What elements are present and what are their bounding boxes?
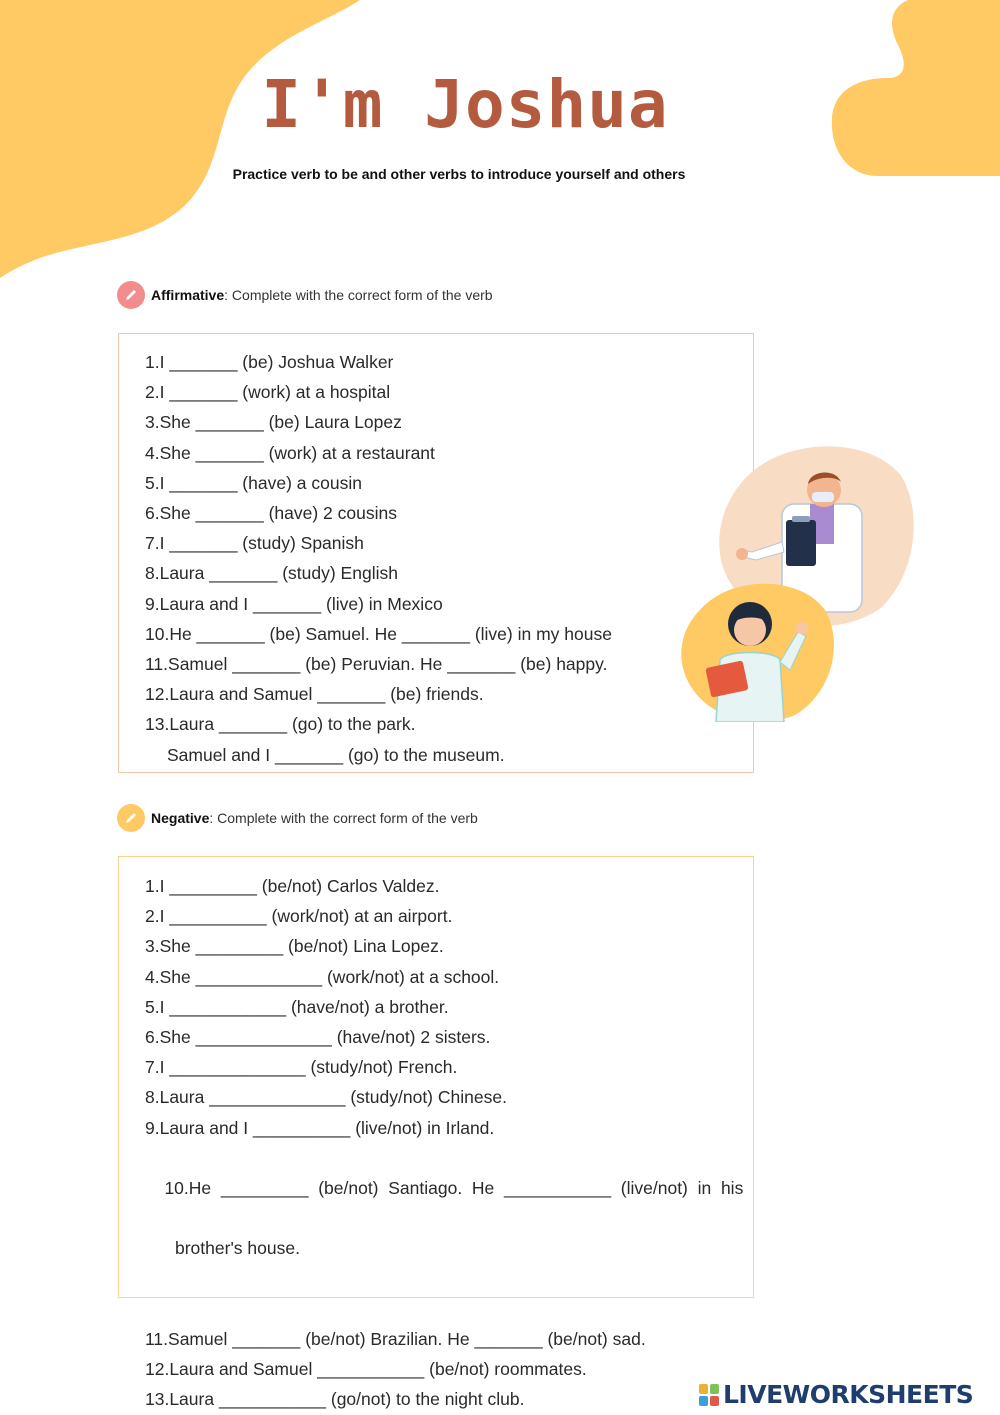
negative-list	[145, 871, 743, 1415]
list-item[interactable]: 12.Laura and Samuel _______ (be) friends.	[145, 684, 484, 705]
list-item[interactable]: 4.She _______ (work) at a restaurant	[145, 442, 435, 463]
list-item[interactable]: 5.I ____________ (have/not) a brother.	[145, 996, 449, 1017]
list-item-line: 10.He _________ (be/not) Santiago. He ___________ (live/not) in his	[164, 1178, 744, 1199]
page-subtitle: Practice verb to be and other verbs to introduce yourself and others	[232, 166, 686, 182]
list-item[interactable]: 1.I _________ (be/not) Carlos Valdez.	[145, 876, 440, 896]
list-item[interactable]: 2.I __________ (work/not) at an airport.	[145, 906, 453, 927]
list-item[interactable]: 3.She _______ (be) Laura Lopez	[145, 412, 402, 433]
affirmative-list	[145, 347, 612, 770]
list-item[interactable]: 4.She _____________ (work/not) at a school.	[145, 966, 500, 987]
list-item[interactable]: 7.I ______________ (study/not) French.	[145, 1057, 458, 1078]
logo-text: LIVEWORKSHEETS	[723, 1380, 974, 1409]
negative-heading	[117, 804, 478, 832]
pencil-icon	[117, 804, 145, 832]
list-item[interactable]: 7.I _______ (study) Spanish	[145, 533, 364, 554]
teacher-illustration	[680, 580, 836, 722]
list-item[interactable]: 13.Laura ___________ (go/not) to the night club.	[145, 1389, 525, 1410]
list-item[interactable]: 6.She _______ (have) 2 cousins	[145, 503, 397, 524]
list-item[interactable]: Samuel and I _______ (go) to the museum.	[167, 744, 505, 765]
list-item[interactable]: 5.I _______ (have) a cousin	[145, 472, 362, 493]
affirmative-label: Affirmative	[151, 287, 225, 303]
affirmative-instruction: : Complete with the correct form of the verb	[224, 287, 493, 303]
list-item[interactable]: 2.I _______ (work) at a hospital	[145, 382, 391, 403]
list-item[interactable]: 3.She _________ (be/not) Lina Lopez.	[145, 936, 444, 957]
list-item[interactable]: 1.I _______ (be) Joshua Walker	[145, 352, 394, 372]
list-item-line: brother's house.	[175, 1238, 300, 1259]
list-item[interactable]: 9.Laura and I _______ (live) in Mexico	[145, 593, 443, 614]
negative-label: Negative	[151, 810, 210, 826]
list-item[interactable]: 9.Laura and I __________ (live/not) in Irland.	[145, 1117, 495, 1138]
list-item[interactable]: 13.Laura _______ (go) to the park.	[145, 714, 416, 735]
liveworksheets-logo	[698, 1380, 973, 1409]
list-item[interactable]: 8.Laura ______________ (study/not) Chinese.	[145, 1087, 507, 1108]
list-item[interactable]: 12.Laura and Samuel ___________ (be/not) roommates.	[145, 1359, 587, 1380]
list-item[interactable]: 11.Samuel _______ (be/not) Brazilian. He _______ (be/not) sad.	[145, 1329, 646, 1350]
logo-mark-icon	[698, 1383, 720, 1407]
affirmative-heading	[117, 281, 493, 309]
list-item[interactable]: 11.Samuel _______ (be) Peruvian. He _______ (be) happy.	[145, 654, 608, 675]
list-item[interactable]: 10.He _______ (be) Samuel. He _______ (live) in my house	[145, 623, 612, 644]
list-item[interactable]: 8.Laura _______ (study) English	[145, 563, 398, 584]
page-title: I'm Joshua	[261, 66, 669, 143]
top-left-blob	[0, 0, 380, 290]
negative-instruction: : Complete with the correct form of the verb	[209, 810, 478, 826]
list-item[interactable]	[145, 1143, 743, 1324]
list-item[interactable]: 6.She ______________ (have/not) 2 sisters.	[145, 1027, 491, 1048]
pencil-icon	[117, 281, 145, 309]
